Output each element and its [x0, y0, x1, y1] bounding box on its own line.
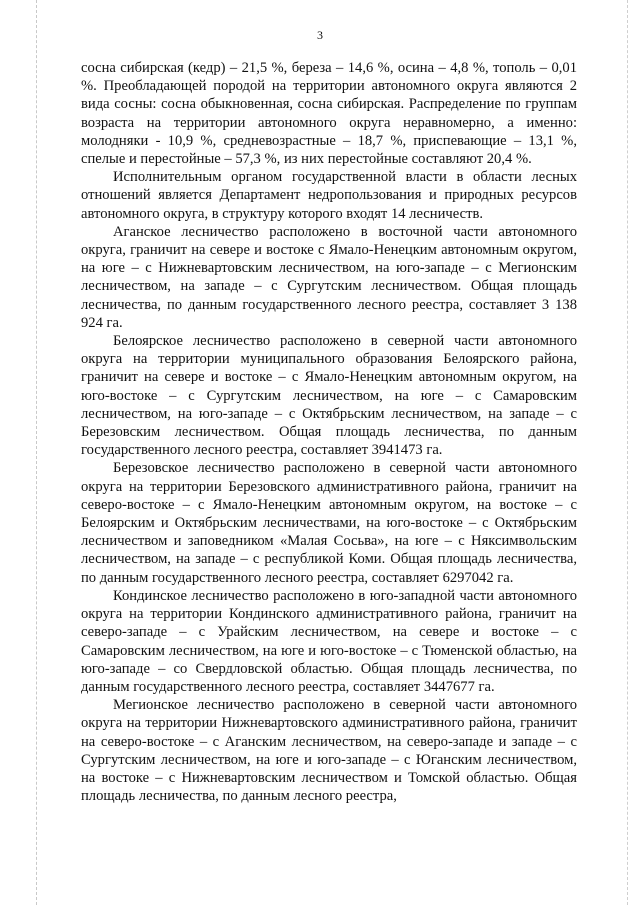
paragraph-beloyarsk-forestry: Белоярское лесничество расположено в северной части автономного округа на территории муниципального образования Белоярского района, граничит на севере и востоке – с Ямало-Ненецким автономным округом, на юго-востоке – с Сургутским лесничеством, на юге – с Самаровским лесничеством, на юго-западе – с Октябрьским лесничеством, на западе – с Березовским лесничеством. Общая площадь лесничества, по данным государственного лесного реестра, составляет 3941473 га. — [81, 333, 577, 459]
paragraph-agan-forestry: Аганское лесничество расположено в восточной части автономного округа, граничит на севере и востоке с Ямало-Ненецким автономным округом, на юге – с Нижневартовским лесничеством, на юго-западе – с Мегионским лесничеством, на западе – с Сургутским лесничеством. Общая площадь лесничества, по данным государственного лесного реестра, составляет 3 138 924 га. — [81, 223, 577, 331]
paragraph-megion-forestry: Мегионское лесничество расположено в северной части автономного округа на территории Нижневартовского административного района, граничит на северо-востоке – с Аганским лесничеством, на северо-западе и западе – с Сургутским лесничеством, на юге и юго-западе – с Юганским лесничеством, на востоке – с Нижневартовским лесничеством и Томской областью. Общая площадь лесничества, по данным лесного реестра, — [81, 697, 577, 805]
body-text — [81, 59, 577, 805]
scan-edge-left — [36, 0, 37, 905]
paragraph-tree-species-continuation: сосна сибирская (кедр) – 21,5 %, береза – 14,6 %, осина – 4,8 %, тополь – 0,01 %. Преобладающей породой на территории автономного округа являются 2 вида сосны: сосна обыкновенная, сосна сибирская. Распределение по группам возраста на территории автономного округа неравномерно, а именно: молодняки - 10,9 %, средневозрастные – 18,7 %, приспевающие – 13,1 %, спелые и перестойные – 57,3 %, из них перестойные составляют 20,4 %. — [81, 60, 577, 168]
paragraph-konda-forestry: Кондинское лесничество расположено в юго-западной части автономного округа на территории Кондинского административного района, граничит на северо-западе – с Урайским лесничеством, на севере и востоке – с Самаровским лесничеством, на юге и юго-востоке – с Тюменской областью, на юго-западе – со Свердловской областью. Общая площадь лесничества, по данным государственного лесного реестра, составляет 3447677 га. — [81, 587, 577, 695]
page-number: 3 — [317, 28, 323, 42]
paragraph-executive-authority: Исполнительным органом государственной власти в области лесных отношений является Департамент недропользования и природных ресурсов автономного округа, в структуру которого входят 14 лесничеств. — [81, 169, 577, 222]
paragraph-berezovo-forestry: Березовское лесничество расположено в северной части автономного округа на территории Березовского административного района, граничит на северо-востоке – с Ямало-Ненецким автономным округом, на востоке – с Белоярским и Октябрьским лесничествами, на юго-востоке – с Октябрьским лесничеством и заповедником «Малая Сосьва», на юге – с Няксимвольским лесничеством, на западе – с республикой Коми. Общая площадь лесничества, по данным государственного лесного реестра, составляет 6297042 га. — [81, 460, 577, 586]
scan-edge-right — [627, 0, 628, 905]
